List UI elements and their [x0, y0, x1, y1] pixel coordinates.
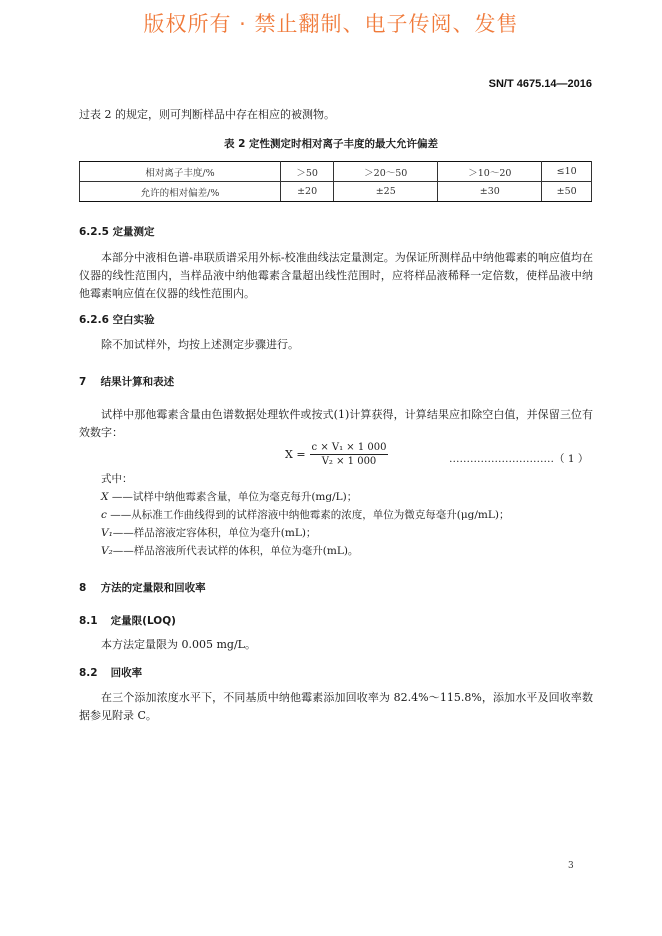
list-item [101, 542, 509, 560]
section-number: 7 [79, 376, 87, 388]
variable-desc: ——样品溶液所代表试样的体积，单位为毫升(mL)。 [112, 545, 359, 557]
formula-denominator: V₂ × 1 000 [321, 456, 377, 467]
table-row [80, 182, 592, 202]
variable-desc: ——试样中纳他霉素含量，单位为毫克每升(mg/L)； [111, 491, 358, 503]
variable-symbol: V₁ [101, 527, 113, 539]
table-cell: ＞50 [281, 162, 334, 182]
variable-symbol: V₂ [101, 545, 113, 557]
standard-number: SN/T 4675.14—2016 [488, 78, 592, 90]
section-heading-6-2-6 [79, 312, 155, 327]
formula-lhs: X = [285, 448, 306, 461]
section-text-7: 试样中那他霉素含量由色谱数据处理软件或按式(1)计算获得，计算结果应扣除空白值，并保留三位有效数字： [79, 408, 593, 439]
variable-desc: ——从标准工作曲线得到的试样溶液中纳他霉素的浓度，单位为微克每毫升(μg/mL)； [110, 509, 510, 521]
section-heading-8-2 [79, 665, 142, 680]
table-cell: ±30 [438, 182, 542, 202]
section-number: 6.2.6 [79, 314, 109, 326]
section-text-8-1: 本方法定量限为 0.005 mg/L。 [101, 638, 256, 651]
table-cell: ±25 [334, 182, 438, 202]
table-cell: 相对离子丰度/% [80, 162, 281, 182]
formula-numerator: c × V₁ × 1 000 [311, 442, 387, 453]
section-number: 8 [79, 582, 87, 594]
section-title: 结果计算和表述 [100, 376, 175, 388]
section-title: 定量测定 [112, 226, 155, 238]
list-item [101, 524, 509, 542]
list-item [101, 488, 509, 506]
section-title: 方法的定量限和回收率 [100, 582, 206, 594]
section-heading-8-1 [79, 613, 176, 628]
variable-symbol: X [101, 491, 109, 503]
section-number: 8.1 [79, 615, 98, 627]
formula-fraction [310, 442, 389, 467]
table-caption: 表 2 定性测定时相对离子丰度的最大允许偏差 [223, 138, 439, 150]
section-title: 空白实验 [112, 314, 155, 326]
section-title: 回收率 [110, 667, 143, 679]
section-text-6-2-5: 本部分中液相色谱-串联质谱采用外标-校准曲线法定量测定。为保证所测样品中纳他霉素的响应值均在仪器的线性范围内，当样品液中纳他霉素含量超出线性范围时，应将样品液稀释一定倍数，使样品液中纳他霉素响应值在仪器的线性范围内。 [79, 251, 593, 300]
watermark: 版权所有 · 禁止翻制、电子传阅、发售 [143, 12, 519, 36]
section-title: 定量限(LOQ) [110, 615, 176, 627]
table-cell: ±50 [542, 182, 592, 202]
section-heading-8 [79, 580, 206, 595]
list-item [101, 506, 509, 524]
page-number: 3 [568, 861, 574, 871]
table-cell: ±20 [281, 182, 334, 202]
deviation-table [79, 161, 592, 202]
formula-1 [285, 442, 388, 467]
variable-list [101, 470, 509, 560]
section-heading-6-2-5 [79, 224, 155, 239]
table-cell: ＞10～20 [438, 162, 542, 182]
section-heading-7 [79, 374, 174, 389]
table-cell: 允许的相对偏差/% [80, 182, 281, 202]
variable-symbol: c [101, 509, 107, 521]
section-text-6-2-6: 除不加试样外，均按上述测定步骤进行。 [101, 338, 299, 351]
table-row [80, 162, 592, 182]
table-cell: ≤10 [542, 162, 592, 182]
table-cell: ＞20～50 [334, 162, 438, 182]
variable-desc: ——样品溶液定容体积，单位为毫升(mL)； [112, 527, 317, 539]
where-label: 式中： [101, 473, 133, 485]
section-number: 8.2 [79, 667, 98, 679]
equation-number: …………………………（ 1 ） [449, 453, 589, 465]
intro-line: 过表 2 的规定，则可判断样品中存在相应的被测物。 [79, 108, 335, 121]
section-number: 6.2.5 [79, 226, 109, 238]
section-text-8-2: 在三个添加浓度水平下，不同基质中纳他霉素添加回收率为 82.4%～115.8%，添加水平及回收率数据参见附录 C。 [79, 691, 593, 722]
